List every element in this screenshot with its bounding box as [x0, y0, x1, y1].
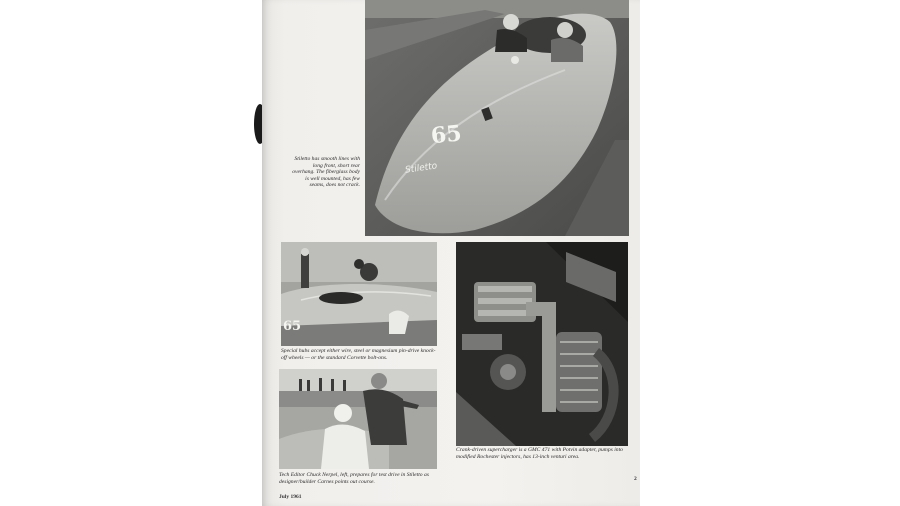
issue-date: July 1961: [279, 494, 302, 500]
photo-stiletto-on-track: [365, 0, 629, 236]
car-number-label: 65: [429, 120, 463, 150]
photo-stiletto-wheel-change: [281, 242, 437, 346]
caption-top: Stiletto has smooth lines with long front, short rear overhang. The fiberglass body is well mounted, has few seams, does not crack.: [292, 156, 360, 189]
photo-engine-supercharger: [456, 242, 628, 446]
photo-driver-and-designer: [279, 369, 437, 469]
hood-script-label: Stiletto: [404, 161, 438, 176]
car-number-label-middle: 65: [283, 319, 302, 334]
page-number: 2: [634, 476, 637, 482]
caption-bottom: Tech Editor Chuck Nerpel, left, prepares for test drive in Stiletto as designer/builder Carnes points out course.: [279, 472, 429, 485]
caption-right: Crank-driven supercharger is a GMC 471 with Potvin adapter, pumps into modified Rochester injectors, has 13-inch venturi area.: [456, 447, 623, 460]
caption-middle: Special hubs accept either wire, steel or magnesium pin-drive knock-off wheels — or the standard Corvette bolt-ons.: [281, 348, 436, 361]
